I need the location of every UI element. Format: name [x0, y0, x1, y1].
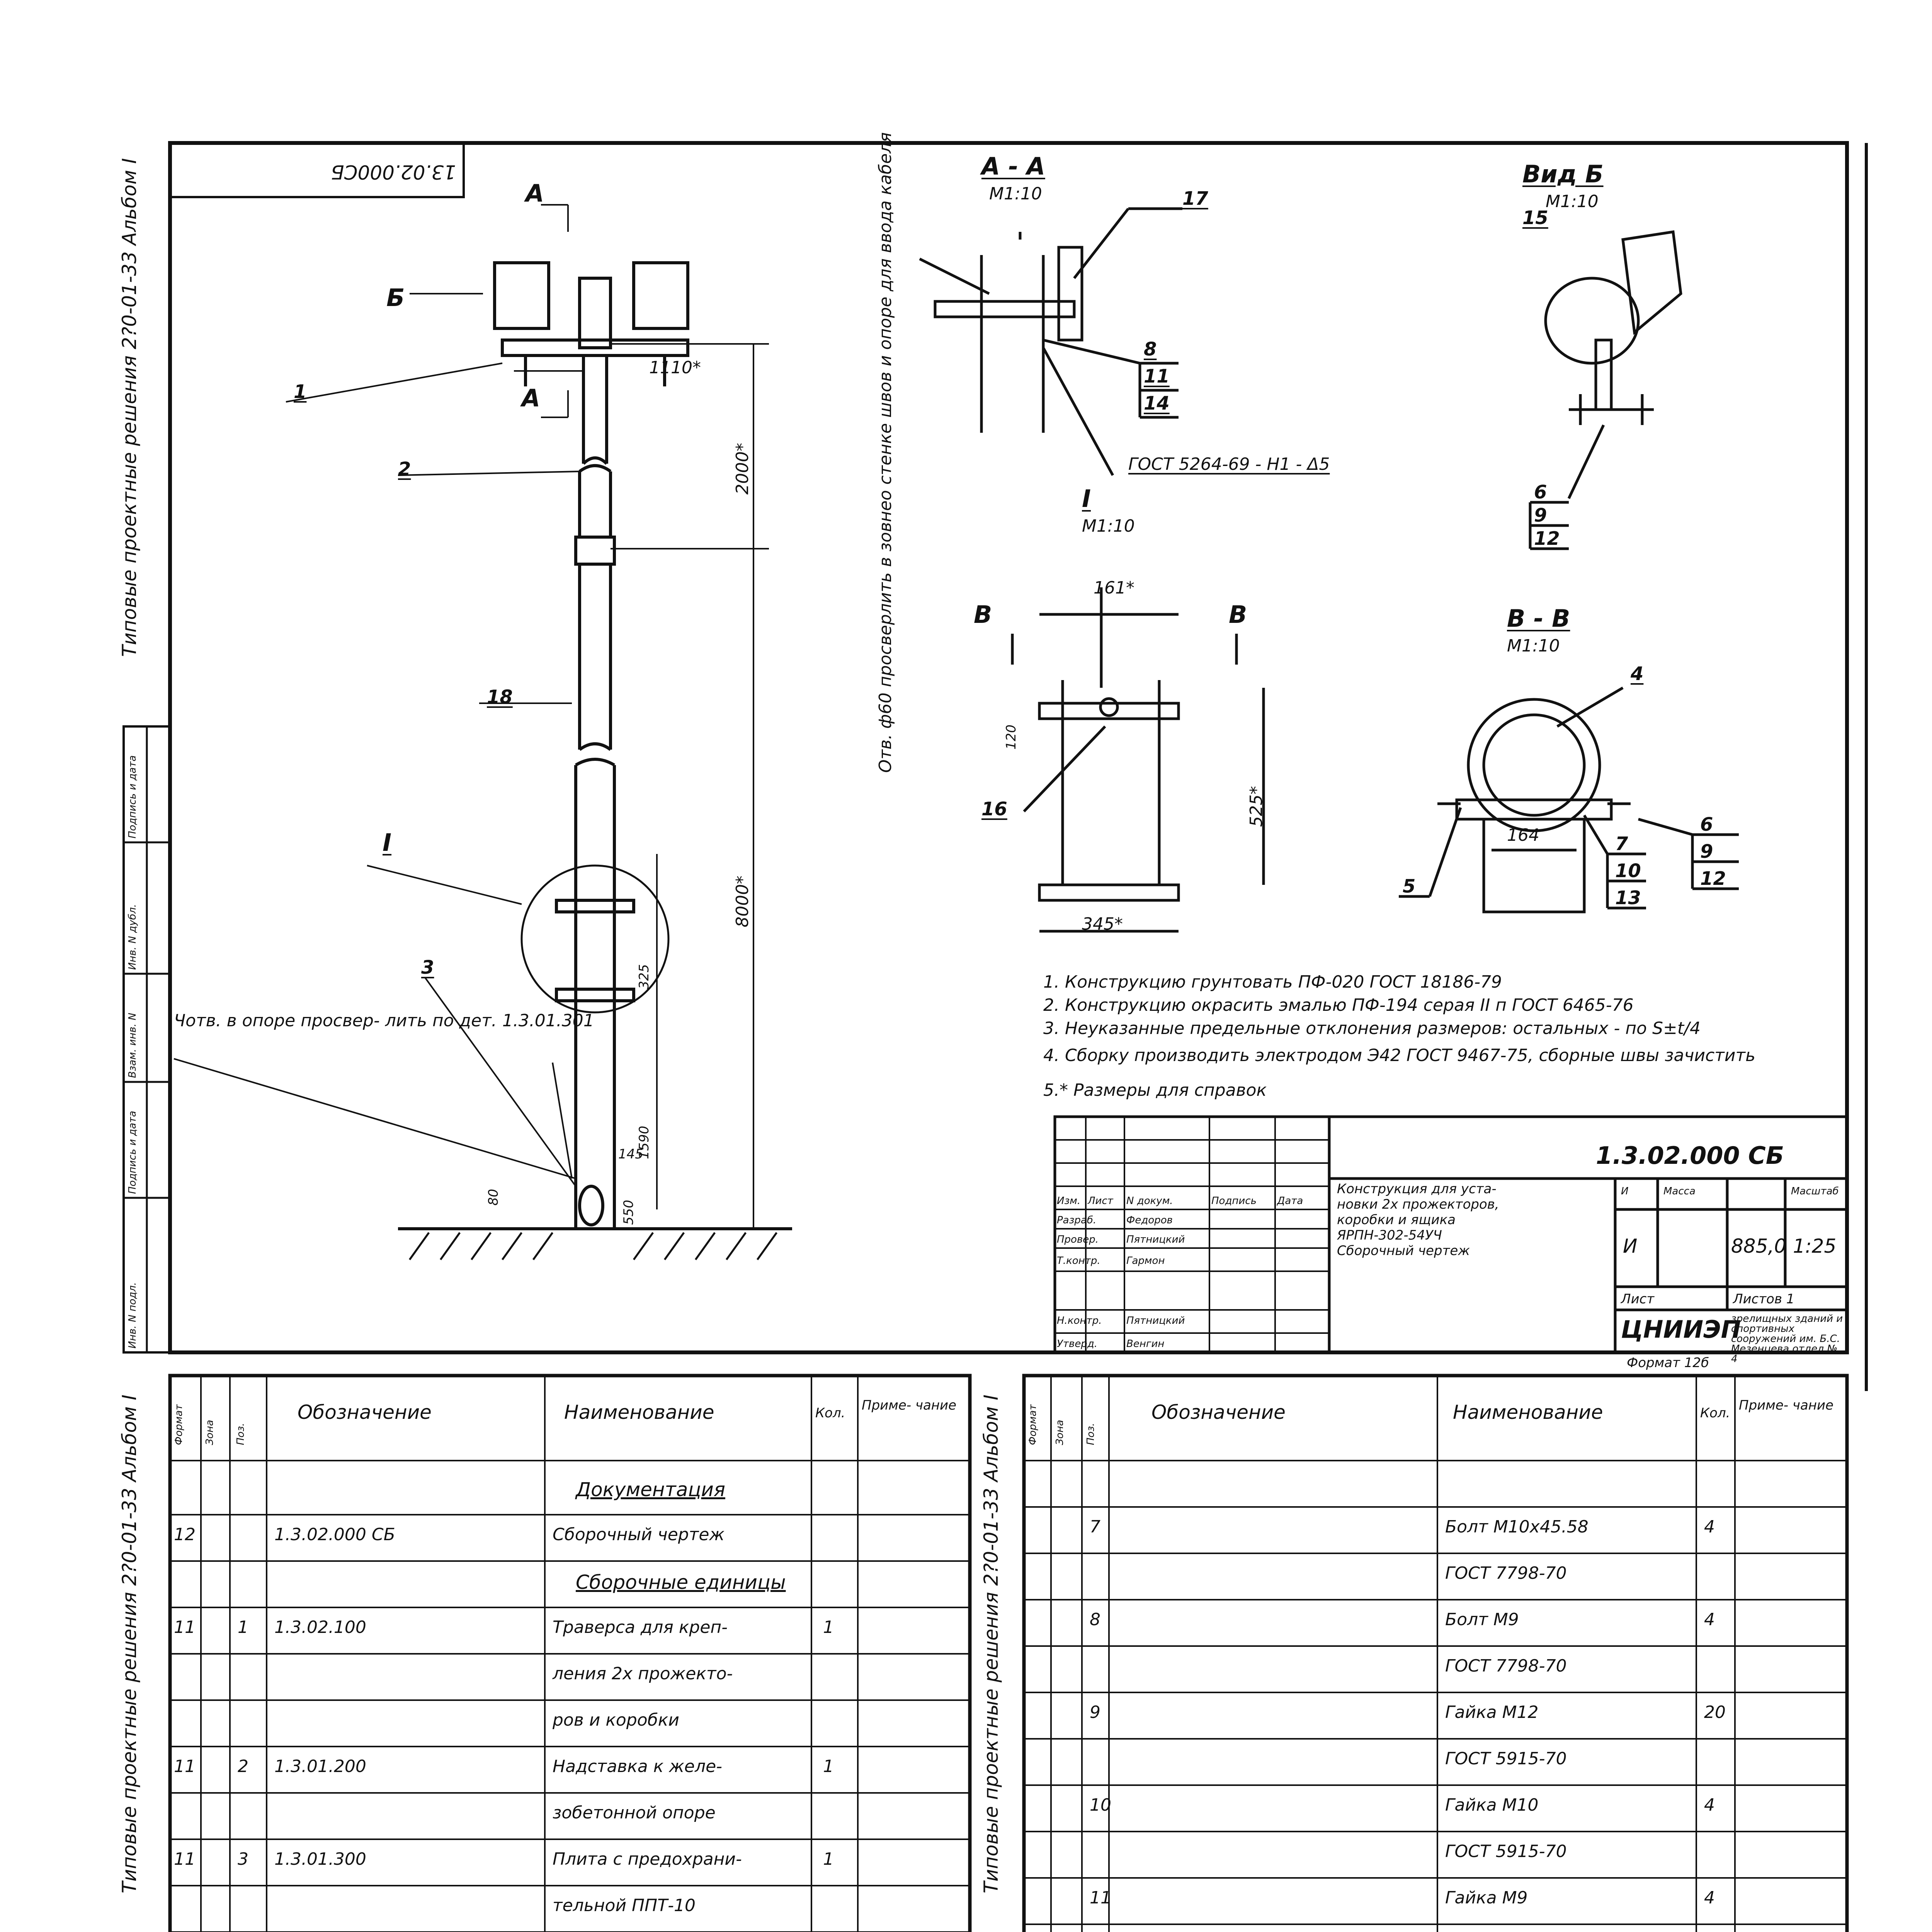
sheet1-name-line-1: Конструкция для уста- [1337, 1181, 1497, 1197]
spec-right-h-qty: Кол. [1700, 1405, 1730, 1421]
sheet1-name-line-4: ЯРПН-302-54УЧ [1337, 1228, 1442, 1243]
dim-145: 145 [618, 1146, 643, 1162]
hole-note: Отв. ф60 просверлить в зовнео стенке швов и опоре для ввода кабеля [876, 132, 895, 773]
spec-right-row-name: Болт М9 [1445, 1610, 1519, 1629]
marker-v-left: В [974, 600, 992, 629]
spec-left-row-name: ров и коробки [553, 1710, 680, 1730]
sheet1-role-doc: N докум. [1126, 1195, 1173, 1207]
spec-left-row-name: Документация [576, 1478, 725, 1501]
spec-left-row-qty: 1 [823, 1849, 834, 1869]
sheet1-tkontr: Т.контр. [1057, 1255, 1100, 1267]
spec-right-album-label: Типовые проектные решения 2?0-01-33 Альбом I [980, 1395, 1002, 1893]
spec-left-row-name: Сборочные единицы [576, 1571, 786, 1594]
sheet1-nkontr-name: Пятницкий [1126, 1315, 1185, 1327]
spec-left-row-name: Надставка к желе- [553, 1757, 723, 1776]
callout-16: 16 [981, 798, 1007, 820]
spec-left-row-code: 1.3.01.300 [274, 1849, 366, 1869]
spec-right-row-name: Гайка М10 [1445, 1795, 1539, 1815]
spec-right-row-pos: 10 [1090, 1795, 1111, 1815]
spec-right-row-qty: 4 [1704, 1795, 1715, 1815]
dim-8000: 8000* [733, 876, 752, 927]
callout-13: 13 [1615, 887, 1641, 909]
callout-12-vv: 12 [1700, 868, 1726, 889]
callout-10: 10 [1615, 860, 1641, 882]
spec-right-row-qty: 4 [1704, 1888, 1715, 1908]
sheet1-format: Формат 12б [1627, 1355, 1709, 1371]
dim-325: 325 [636, 964, 652, 989]
dim-2000: 2000* [733, 443, 752, 495]
spec-left-row-pos: 3 [238, 1849, 248, 1869]
section-aa-title: А - А [981, 152, 1045, 180]
callout-9-vv: 9 [1700, 841, 1713, 862]
callout-7: 7 [1615, 833, 1628, 855]
dim-550: 550 [621, 1200, 636, 1225]
spec-right-h-note: Приме- чание [1739, 1398, 1834, 1413]
dim-525: 525* [1247, 786, 1266, 827]
section-vv-title: В - В [1507, 604, 1570, 633]
spec-right-row-qty: 4 [1704, 1610, 1715, 1629]
stamp-vzam-inv: Взам. инв. N [127, 1013, 138, 1078]
spec-left-row-pos: 1 [238, 1617, 248, 1637]
callout-15: 15 [1522, 207, 1548, 229]
sheet1-razrab: Разраб. [1057, 1214, 1097, 1226]
dim-345: 345* [1082, 914, 1123, 934]
spec-right-row-name: ГОСТ 5915-70 [1445, 1842, 1567, 1861]
note-2: 2. Конструкцию окрасить эмалью ПФ-194 серая II п ГОСТ 6465-76 [1043, 995, 1634, 1015]
stamp-podp-data-2: Подпись и дата [127, 755, 138, 838]
marker-a-bottom: А [522, 384, 540, 412]
spec-left-h-qty: Кол. [815, 1405, 845, 1421]
spec-left-h-zone: Зона [204, 1420, 216, 1445]
sheet1-role-list: Лист [1088, 1195, 1113, 1207]
callout-5: 5 [1403, 876, 1416, 897]
sheet1-name-line-5: Сборочный чертеж [1337, 1243, 1470, 1259]
callout-11: 11 [1144, 366, 1170, 387]
section-i [1012, 587, 1264, 934]
view-b-scale: М1:10 [1546, 192, 1599, 211]
spec-left-row-qty: 1 [823, 1617, 834, 1637]
sheet1-razrab-name: Федоров [1126, 1214, 1173, 1226]
note-3: 3. Неуказанные предельные отклонения размеров: остальных - по S±t/4 [1043, 1019, 1701, 1038]
spec-left-h-name: Наименование [564, 1401, 714, 1423]
spec-left-row-fmt: 12 [174, 1525, 196, 1544]
spec-right-h-format: Формат [1027, 1404, 1039, 1445]
spec-right-row-name: Болт М10х45.58 [1445, 1517, 1588, 1537]
spec-left-row-fmt: 11 [174, 1757, 196, 1776]
sheet1-nkontr: Н.контр. [1057, 1315, 1102, 1327]
sheet1-drawing-number: 1.3.02.000 СБ [1596, 1141, 1784, 1170]
section-i-scale: М1:10 [1082, 516, 1135, 536]
spec-right-row-pos: 7 [1090, 1517, 1100, 1537]
sheet1-prover: Провер. [1057, 1234, 1099, 1245]
dim-80: 80 [486, 1189, 501, 1206]
sheet1-role-izm: Изм. [1057, 1195, 1081, 1207]
marker-v-right: В [1229, 600, 1247, 629]
spec-right-h-pos: Поз. [1085, 1423, 1097, 1445]
spec-left-row-fmt: 11 [174, 1849, 196, 1869]
spec-left-album-label: Типовые проектные решения 2?0-01-33 Альбом I [118, 1395, 141, 1893]
note-1: 1. Конструкцию грунтовать ПФ-020 ГОСТ 18186-79 [1043, 972, 1502, 992]
marker-a-top: А [526, 179, 544, 207]
sheet1-scale: 1:25 [1793, 1235, 1837, 1257]
rotated-stamp: 13.02.000СБ [331, 161, 456, 183]
pole-hole-note: Чотв. в опоре просвер- лить по дет. 1.3.01.301 [174, 1011, 594, 1031]
spec-right-row-qty: 20 [1704, 1702, 1726, 1722]
spec-left-row-code: 1.3.02.000 СБ [274, 1525, 395, 1544]
spec-left-row-code: 1.3.02.100 [274, 1617, 366, 1637]
dim-120: 120 [1003, 724, 1019, 750]
spec-right-row-name: Гайка М12 [1445, 1702, 1539, 1722]
stamp-inv-podl: Инв. N подл. [127, 1282, 138, 1349]
spec-left-row-fmt: 11 [174, 1617, 196, 1637]
section-aa [920, 209, 1182, 475]
sheet1-litera-label: И [1621, 1185, 1629, 1197]
spec-left-row-name: ления 2х прожекто- [553, 1664, 733, 1684]
view-b-title: Вид Б [1522, 160, 1604, 188]
spec-right-frame [981, 1376, 1847, 1932]
callout-6-vv: 6 [1700, 814, 1713, 835]
spec-right-row-name: ГОСТ 7798-70 [1445, 1656, 1567, 1676]
spec-left-row-code: 1.3.01.200 [274, 1757, 366, 1776]
gost-weld-note: ГОСТ 5264-69 - Н1 - Δ5 [1128, 454, 1330, 474]
sheet1-prover-name: Пятницкий [1126, 1234, 1185, 1245]
callout-8: 8 [1144, 338, 1157, 360]
spec-left-grid [124, 1376, 970, 1932]
sheet1-role-date: Дата [1277, 1195, 1303, 1207]
sheet1-utverd: Утверд. [1057, 1338, 1098, 1350]
spec-left-h-format: Формат [173, 1404, 185, 1445]
callout-12-vb: 12 [1534, 528, 1560, 549]
pole-elevation [398, 263, 792, 1229]
spec-left-row-name: Траверса для креп- [553, 1617, 728, 1637]
spec-left-h-pos: Поз. [235, 1423, 247, 1445]
spec-right-row-name: ГОСТ 7798-70 [1445, 1563, 1567, 1583]
spec-right-row-qty: 4 [1704, 1517, 1715, 1537]
sheet1-mass-label: Масса [1663, 1185, 1696, 1197]
section-vv-scale: М1:10 [1507, 636, 1560, 656]
section-i-title: I [1082, 485, 1091, 513]
spec-left-row-pos: 2 [238, 1757, 248, 1776]
spec-right-row-name: Гайка М9 [1445, 1888, 1528, 1908]
dim-161: 161* [1094, 578, 1134, 598]
sheet1-tkontr-name: Гармон [1126, 1255, 1165, 1267]
spec-right-grid [981, 1376, 1847, 1932]
callout-2: 2 [398, 458, 411, 480]
sheet1-litera: И [1623, 1235, 1638, 1257]
view-b [1530, 232, 1681, 549]
dim-164: 164 [1507, 825, 1539, 845]
spec-left-h-code: Обозначение [298, 1401, 432, 1423]
marker-b: Б [386, 284, 405, 312]
callout-18: 18 [487, 686, 513, 708]
dim-1110: 1110* [649, 358, 701, 378]
note-5: 5.* Размеры для справок [1043, 1080, 1267, 1100]
spec-left-row-name: Сборочный чертеж [553, 1525, 725, 1544]
sheet1-sheets-label: Листов 1 [1733, 1291, 1795, 1307]
spec-right-row-pos: 9 [1090, 1702, 1100, 1722]
spec-right-h-code: Обозначение [1151, 1401, 1286, 1423]
sheet1-scale-label: Масштаб [1791, 1185, 1839, 1197]
sheet1-org-sub: зрелищных зданий и спортивных сооружений им. Б.С. Мезенцева отдел № 4 [1731, 1313, 1843, 1365]
spec-left-row-name: зобетонной опоре [553, 1803, 716, 1823]
callout-3: 3 [421, 957, 434, 978]
spec-left-row-name: Плита с предохрани- [553, 1849, 742, 1869]
sheet1-name-line-3: коробки и ящика [1337, 1212, 1456, 1228]
callout-14: 14 [1144, 393, 1170, 414]
spec-right-h-zone: Зона [1054, 1420, 1066, 1445]
section-vv [1399, 688, 1739, 912]
spec-right-row-pos: 8 [1090, 1610, 1100, 1629]
marker-i: I [383, 828, 392, 857]
sheet1-utverd-name: Венгин [1126, 1338, 1165, 1350]
spec-right-row-pos: 11 [1090, 1888, 1111, 1908]
sheet1-mass: 885,0 [1731, 1235, 1787, 1257]
callout-9-vb: 9 [1534, 505, 1547, 526]
note-4: 4. Сборку производить электродом Э42 ГОСТ 9467-75, сборные швы зачистить [1043, 1046, 1756, 1065]
callout-17: 17 [1182, 188, 1208, 209]
sheet1-sheet-label: Лист [1621, 1291, 1655, 1307]
spec-left-h-note: Приме- чание [862, 1398, 957, 1413]
spec-right-h-name: Наименование [1453, 1401, 1603, 1423]
stamp-podp-data: Подпись и дата [127, 1111, 138, 1194]
callout-4: 4 [1631, 663, 1644, 685]
spec-left-row-name: тельной ППТ-10 [553, 1896, 696, 1915]
sheet1-org: ЦНИИЭП [1621, 1315, 1741, 1344]
album-vertical-label: Типовые проектные решения 2?0-01-33 Альбом I [118, 158, 141, 657]
section-aa-scale: М1:10 [989, 184, 1042, 204]
dim-1590: 1590 [636, 1126, 652, 1159]
spec-left-row-qty: 1 [823, 1757, 834, 1776]
spec-right-row-name: ГОСТ 5915-70 [1445, 1749, 1567, 1769]
sheet1-role-sign: Подпись [1211, 1195, 1257, 1207]
callout-1: 1 [294, 381, 307, 403]
callout-6-vb: 6 [1534, 481, 1547, 503]
sheet1-name-line-2: новки 2х прожекторов, [1337, 1197, 1499, 1212]
stamp-inv-dubl: Инв. N дубл. [127, 904, 138, 970]
